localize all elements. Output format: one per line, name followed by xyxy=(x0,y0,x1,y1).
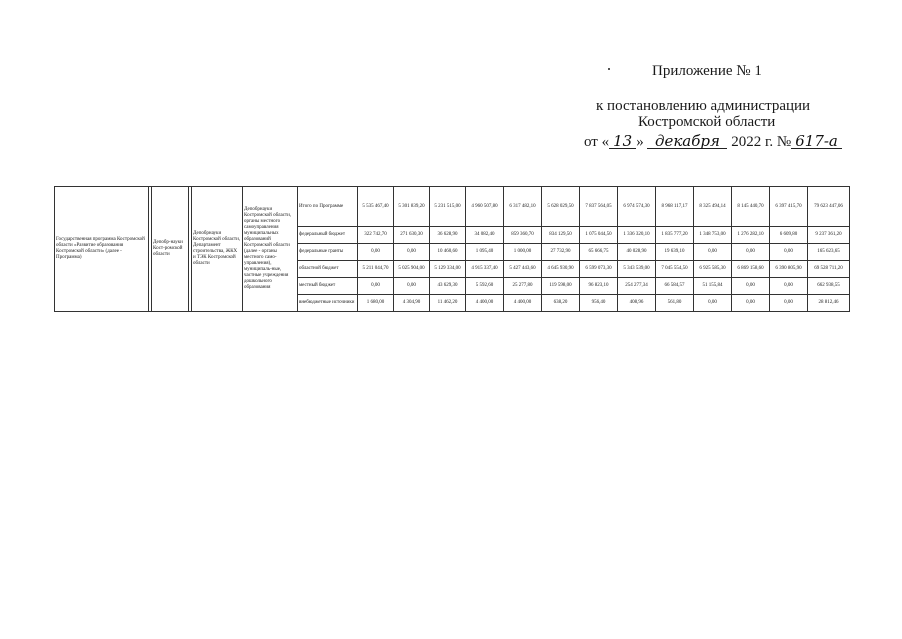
value-cell: 0,00 xyxy=(694,244,732,261)
value-cell: 859 360,70 xyxy=(504,227,542,244)
participants-cell: Депобрнауки Костромской области, органы местного самоуправления муниципальных образований Костромской области (далее - органы местного само-управления), муниципаль-ные, частные учреждения дошкольного образования xyxy=(243,187,298,312)
value-cell: 6 974 574,30 xyxy=(618,187,656,227)
value-cell: 8 968 117,17 xyxy=(656,187,694,227)
decree-date-line xyxy=(584,134,842,151)
total-cell: 662 938,55 xyxy=(808,278,850,295)
value-cell: 834 129,50 xyxy=(542,227,580,244)
coexecutors-cell: Депобрнауки Костромской области, Департамент строительства, ЖКХ и ТЭК Костромской области xyxy=(192,187,243,312)
value-cell: 0,00 xyxy=(732,244,770,261)
value-cell: 561,80 xyxy=(656,295,694,312)
date-month: декабря xyxy=(647,134,727,149)
value-cell: 25 277,80 xyxy=(504,278,542,295)
value-cell: 0,00 xyxy=(394,278,430,295)
value-cell: 254 277,34 xyxy=(618,278,656,295)
value-cell: 0,00 xyxy=(732,295,770,312)
value-cell: 6 925 585,30 xyxy=(694,261,732,278)
value-cell: 408,96 xyxy=(618,295,656,312)
value-cell: 0,00 xyxy=(732,278,770,295)
decree-line-2: Костромской области xyxy=(638,114,776,130)
value-cell: 51 155,84 xyxy=(694,278,732,295)
value-cell: 1 336 320,10 xyxy=(618,227,656,244)
value-cell: 6 599 073,30 xyxy=(580,261,618,278)
value-cell: 5 592,60 xyxy=(466,278,504,295)
value-cell: 7 837 564,05 xyxy=(580,187,618,227)
value-cell: 6 390 805,90 xyxy=(770,261,808,278)
value-cell: 6 317 482,10 xyxy=(504,187,542,227)
value-cell: 6 869 158,60 xyxy=(732,261,770,278)
value-cell: 66 584,57 xyxy=(656,278,694,295)
value-cell: 19 639,10 xyxy=(656,244,694,261)
value-cell: 4 960 507,80 xyxy=(466,187,504,227)
value-cell: 1 680,00 xyxy=(358,295,394,312)
value-cell: 6 609,80 xyxy=(770,227,808,244)
value-cell: 4 400,00 xyxy=(504,295,542,312)
value-cell: 322 742,70 xyxy=(358,227,394,244)
value-cell: 1 095,40 xyxy=(466,244,504,261)
source-cell: федеральный бюджет xyxy=(298,227,358,244)
program-funding-table xyxy=(54,186,850,312)
value-cell: 5 628 029,50 xyxy=(542,187,580,227)
appendix-title: Приложение № 1 xyxy=(652,63,762,79)
value-cell: 5 427 443,60 xyxy=(504,261,542,278)
value-cell: 65 666,75 xyxy=(580,244,618,261)
value-cell: 271 630,30 xyxy=(394,227,430,244)
value-cell: 4 645 930,90 xyxy=(542,261,580,278)
value-cell: 4 304,90 xyxy=(394,295,430,312)
table-row xyxy=(55,187,850,227)
value-cell: 4 400,00 xyxy=(466,295,504,312)
value-cell: 0,00 xyxy=(770,295,808,312)
total-cell: 28 812,46 xyxy=(808,295,850,312)
value-cell: 96 823,10 xyxy=(580,278,618,295)
source-cell: федеральные гранты xyxy=(298,244,358,261)
value-cell: 956,40 xyxy=(580,295,618,312)
source-cell: внебюджетные источники xyxy=(298,295,358,312)
date-mid: » xyxy=(636,134,644,150)
value-cell: 5 343 539,00 xyxy=(618,261,656,278)
total-cell: 165 623,65 xyxy=(808,244,850,261)
value-cell: 0,00 xyxy=(694,295,732,312)
value-cell: 0,00 xyxy=(358,278,394,295)
value-cell: 1 835 777,20 xyxy=(656,227,694,244)
value-cell: 10 460,60 xyxy=(430,244,466,261)
total-cell: 79 623 447,06 xyxy=(808,187,850,227)
value-cell: 0,00 xyxy=(394,244,430,261)
value-cell: 8 325 494,14 xyxy=(694,187,732,227)
value-cell: 34 082,40 xyxy=(466,227,504,244)
value-cell: 6 397 415,70 xyxy=(770,187,808,227)
total-cell: 9 237 361,20 xyxy=(808,227,850,244)
responsible-cell: Депобр-науки Кост-ромской области xyxy=(152,187,189,312)
date-prefix: от « xyxy=(584,134,610,150)
source-cell: местный бюджет xyxy=(298,278,358,295)
source-cell: областной бюджет xyxy=(298,261,358,278)
doc-number: 617-а xyxy=(791,134,842,149)
value-cell: 27 732,90 xyxy=(542,244,580,261)
value-cell: 40 028,90 xyxy=(618,244,656,261)
value-cell: 7 045 554,50 xyxy=(656,261,694,278)
value-cell: 5 211 044,70 xyxy=(358,261,394,278)
total-cell: 69 528 711,20 xyxy=(808,261,850,278)
value-cell: 5 301 839,20 xyxy=(394,187,430,227)
speck xyxy=(608,68,610,70)
date-year: 2022 г. № xyxy=(731,134,792,150)
value-cell: 5 231 515,00 xyxy=(430,187,466,227)
date-day: 13 xyxy=(609,134,636,149)
value-cell: 11 462,20 xyxy=(430,295,466,312)
value-cell: 4 915 337,40 xyxy=(466,261,504,278)
value-cell: 8 145 440,70 xyxy=(732,187,770,227)
decree-line-1: к постановлению администрации xyxy=(596,98,811,114)
program-name-cell: Государственная программа Костромской области «Развитие образования Костромской области» (далее - Программа) xyxy=(55,187,149,312)
value-cell: 0,00 xyxy=(770,278,808,295)
value-cell: 36 628,90 xyxy=(430,227,466,244)
value-cell: 1 276 282,10 xyxy=(732,227,770,244)
value-cell: 5 535 467,40 xyxy=(358,187,394,227)
value-cell: 5 025 904,00 xyxy=(394,261,430,278)
value-cell: 1 075 044,50 xyxy=(580,227,618,244)
source-cell: Итого по Программе xyxy=(298,187,358,227)
value-cell: 5 129 334,00 xyxy=(430,261,466,278)
value-cell: 0,00 xyxy=(770,244,808,261)
value-cell: 0,00 xyxy=(358,244,394,261)
value-cell: 119 598,00 xyxy=(542,278,580,295)
value-cell: 638,20 xyxy=(542,295,580,312)
value-cell: 1 348 753,00 xyxy=(694,227,732,244)
value-cell: 1 000,00 xyxy=(504,244,542,261)
value-cell: 43 629,30 xyxy=(430,278,466,295)
